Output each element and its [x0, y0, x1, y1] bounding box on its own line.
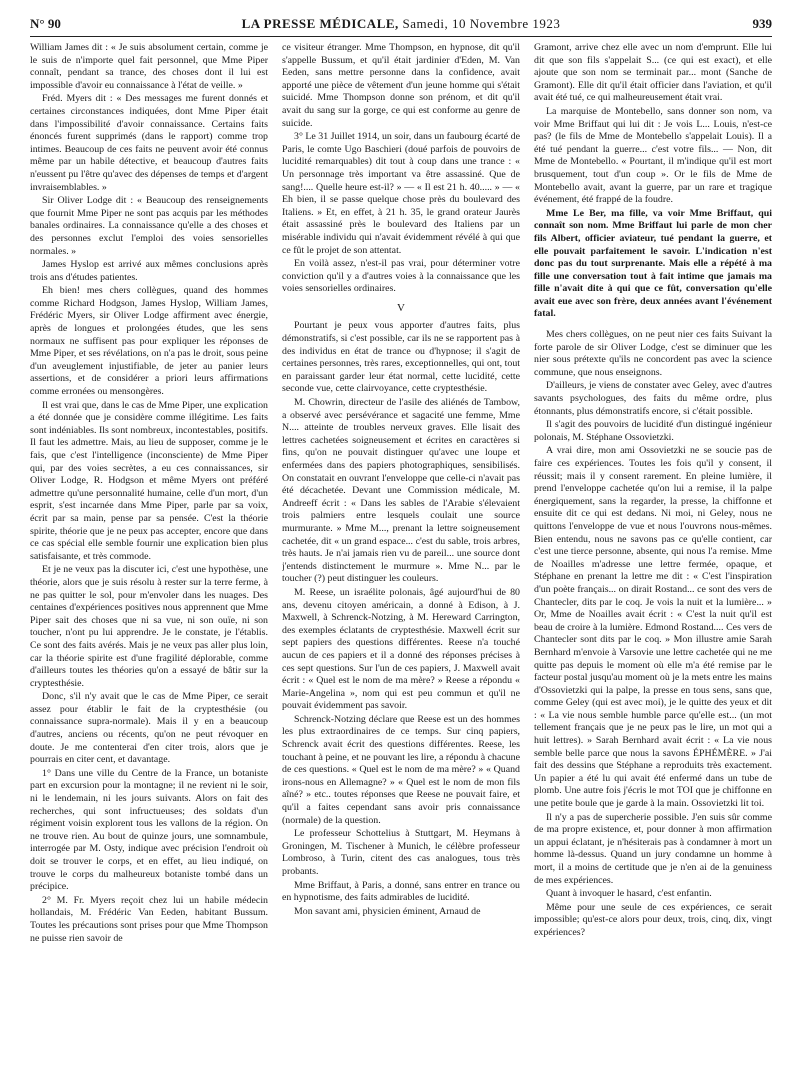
paragraph: Mon savant ami, physicien éminent, Arnaud de — [294, 905, 481, 917]
paragraph: D'ailleurs, je viens de constater avec Geley, avec d'autres savants psychologues, des faits du même ordre, plus étonnants, plus démonstratifs encore, si c'était possible. — [534, 380, 772, 417]
text-column-1 — [30, 42, 268, 1072]
paragraph: Le professeur Schottelius à Stuttgart, M. Heymans à Groningen, M. Tischener à Munich, le célèbre professeur Lombroso, à Turin, citent des cas analogues, tous très probants. — [282, 828, 520, 877]
paragraph: William James dit : « Je suis absolument certain, comme je le suis de n'importe quel fait personnel, que Mme Piper connaît, pendant sa trance, des choses dont il lui est impossible d'avoir eu connaissance à l'état de veille. » — [30, 42, 268, 91]
journal-title — [30, 16, 772, 32]
paragraph: Il est vrai que, dans le cas de Mme Piper, une explication a été donnée que je considère comme illégitime. Les faits sont indéniables. Ils sont nombreux, incontestables, positifs. Il faut les admettre. Mais, au lieu de supposer, comme je le fais, que c'est l'intelligence (inconsciente) de Mme Piper qui, par des voies secrètes, a eu ces connaissances, sir Oliver Lodge, R. Hodgson et même Myers ont préféré admettre qu'une personnalité humaine, celle d'un mort, d'un esprit, s'est incarnée dans Mme Piper, parle par sa voix, écrit par sa main, pense par sa pensée. C'est la théorie spirite, théorie que je ne peux pas accepter, encore que dans ce cas spécial elle semble fournir une explication bien plus satisfaisante, et très commode. — [30, 399, 268, 562]
paragraph: La marquise de Montebello, sans donner son nom, va voir Mme Briffaut qui lui dit : Je vois L... Louis, n'est-ce pas? (le fils de Mme de Montebello s'appelait Louis). Il a été tué pendant la guerre... c'est votre fils... — Non, dit Mme de Montebello. « Pourtant, il m'indique qu'il est mort brusquement, tout d'un coup ». Or le fils de Mme de Montebello avait, avant la guerre, par un rare et tragique événement, été frappé de la foudre. — [534, 105, 772, 206]
paragraph: Mme Briffaut, à Paris, a donné, sans entrer en trance ou en hypnotisme, des faits admirables de lucidité. — [282, 879, 520, 904]
paragraph: Gramont, arrive chez elle avec un nom d'emprunt. Elle lui dit que son fils s'appelait S... (ce qui est exact), et elle ajoute que son nom se terminait par... mont (Sanche de Gramont). Elle dit qu'il était officier dans l'aviation, et qu'il avait été tué, ce qui malheureusement était vrai. — [534, 42, 772, 104]
paragraph: Eh bien! mes chers collègues, quand des hommes comme Richard Hodgson, James Hyslop, William James, Frédéric Myers, sir Oliver Lodge affirment avec énergie, après de longues et prolongées études, que les sens normaux ne suffisent pas pour expliquer les réponses de Mme Piper, et ses révélations, on n'a pas le droit, sous peine d'un aveuglement injustifiable, de jeter au panier leurs assertions, et de considérer a priori leurs affirmations comme erronées ou mensongères. — [30, 285, 268, 398]
paragraph: ce visiteur étranger. Mme Thompson, en hypnose, dit qu'il s'appelle Bussum, et qu'il était jardinier d'Eden, M. Van Eeden, sans mettre personne dans la confidence, avait apporté une pièce de vêtement d'un jeune homme qui s'était suicidé. Mme Thompson donne son prénom, et dit qu'il avait du sang sur la gorge, ce qui est conforme au genre de suicide. — [282, 42, 520, 129]
text-column-3 — [534, 42, 772, 1072]
paragraph: Il s'agit des pouvoirs de lucidité d'un distingué ingénieur polonais, M. Stéphane Ossovietzki. — [534, 419, 772, 443]
issue-date: Samedi, 10 Novembre 1923 — [402, 16, 561, 31]
journal-name: LA PRESSE MÉDICALE, — [241, 16, 399, 31]
paragraph: Mes chers collègues, on ne peut nier ces faits Suivant la forte parole de sir Oliver Lodge, c'est se diminuer que les nier sous prétexte qu'ils ne concordent pas avec la science commune, que nous enseignons. — [534, 329, 772, 378]
paragraph: Donc, s'il n'y avait que le cas de Mme Piper, ce serait assez pour établir le fait de la cryptesthésie (ou connaissance supra-normale). Mais il y en a beaucoup d'autres, anciens ou récents, qu'on ne peut révoquer en doute. Je me contenterai d'en citer trois, alors que je pourrais en citer cent, et davantage. — [30, 691, 268, 766]
issue-number: N° 90 — [30, 16, 61, 31]
paragraph: Et je ne veux pas la discuter ici, c'est une hypothèse, une théorie, alors que je suis résolu à rester sur la terre ferme, à ne pas quitter le sol, pour m'envoler dans les nuages. Des centaines d'expériences positives nous apprennent que Mme Piper sait des choses que ni sa vue, ni son ouïe, ni son toucher, n'ont pu lui apprendre. Je le constate, je l'établis. Ce sont des faits avérés. Mais je ne veux pas aller plus loin, car la théorie spirite est d'une fragilité déplorable, comme d'ailleurs toutes les théories qu'on a essayé de bâtir sur la cryptesthésie. — [30, 564, 268, 689]
paragraph: Pourtant je peux vous apporter d'autres faits, plus démonstratifs, si c'est possible, car ils ne se rapportent pas à des individus en état de trance ou d'hypnose; il s'agit de certaines personnes, très rares, exceptionnelles, qui ont, tout en paraissant garder leur état normal, cette lucidité, cette seconde vue, cette clairvoyance, cette cryptesthésie. — [282, 320, 520, 395]
paragraph: M. Chowrin, directeur de l'asile des aliénés de Tambow, a observé avec persévérance et sagacité une femme, Mme N.... atteinte de troubles nerveux graves. Elle lisait des lettres cachetées soigneusement et écrites en caractères si fins, qu'on ne pouvait distinguer qu'avec une loupe et enfermées dans des papiers photographiques, sensibilisés. On constatait en ouvrant l'enveloppe que celle-ci n'avait pas été décachetée. Devant une Commission médicale, M. Andreeff écrit : « Dans les sables de l'Arabie s'élevaient trois palmiers entre lesquels coulait une source murmurante. » Mme M..., prenant la lettre soigneusement cachetée, dit « un grand espace... c'est du sable, trois arbres, très hauts. Je n'ai jamais rien vu de pareil... une source dont j'entends distinctement le murmure ». Mme N... par le toucher (?) peut distinguer les couleurs. — [282, 397, 520, 585]
paragraph: Quant à invoquer le hasard, c'est enfantin. — [546, 888, 712, 900]
paragraph: Même pour une seule de ces expériences, ce serait impossible; qu'est-ce alors pour deux, trois, cinq, dix, vingt expériences? — [534, 901, 772, 938]
paragraph: 2° M. Fr. Myers reçoit chez lui un habile médecin hollandais, M. Frédéric Van Eeden, habitant Bussum. Toutes les précautions sont prises pour que Mme Thompson ne puisse rien savoir de — [30, 894, 268, 944]
page-number: 939 — [752, 16, 772, 31]
paragraph: James Hyslop est arrivé aux mêmes conclusions après trois ans d'études patientes. — [30, 259, 268, 283]
paragraph: Schrenck-Notzing déclare que Reese est un des hommes les plus extraordinaires de ce temps. Sur cinq papiers, Schrenck avait écrit des questions différentes. Reese, les touchant à peine, et ne pouvant les lire, a répondu à chacune de ces questions. « Quel est le nom de ma mère? » « Quand irons-nous en Allemagne? » « Quel est le nom de mon fils aîné? » etc.. toutes réponses que Reese ne pouvait faire, et qu'il a faites cependant sans avoir pris connaissance (normale) de la question. — [282, 713, 520, 826]
paragraph: 3° Le 31 Juillet 1914, un soir, dans un faubourg écarté de Paris, le comte Ugo Baschieri (doué parfois de pouvoirs de lucidité remarquables) dit tout à coup dans une trance : « Un personnage très important va être assassiné. Que de sang!.... Quelle heure est-il? » — « Il est 21 h. 40..... » — « Eh bien, il se passe quelque chose près du boulevard des Italiens. » Et, en effet, à 21 h. 35, le grand orateur Jaurès était assassiné près le boulevard des Italiens par un misérable individu qui n'avait évidemment révélé à qui que ce fût le projet de son attentat. — [282, 131, 520, 256]
paragraph: M. Reese, un israélite polonais, âgé aujourd'hui de 80 ans, devenu citoyen américain, a donné à Edison, à J. Maxwell, à Schrenck-Notzing, à M. Hereward Carrington, des exemples éclatants de cryptesthésie. Maxwell écrit sur sept papiers des questions différentes. Reese n'a touché aucun de ces papiers et il a donné des réponses précises à ces sept questions. Sur l'un de ces papiers, J. Maxwell avait écrit : « Quel est le nom de ma mère? » Reese a répondu « Marie-Angelina », nom qui est peu commun et qu'il ne pouvait évidemment pas savoir. — [282, 586, 520, 712]
paragraph: Fréd. Myers dit : « Des messages me furent donnés et certaines circonstances indiquées, dont Mme Piper était dans l'impossibilité d'avoir connaissance. Certains faits énoncés furent supprimés (dans le rapport) comme trop intimes. Beaucoup de ces faits ne peuvent avoir été connus même par un habile détective, et beaucoup d'autres faits n'eussent pu l'être qu'avec des dépenses de temps et d'argent invraisemblables. » — [30, 93, 268, 193]
section-heading: V — [397, 301, 405, 314]
paragraph: Il n'y a pas de supercherie possible. J'en suis sûr comme de ma propre existence, et, pour donner à mon affirmation un appui éclatant, je n'hésiterais pas à condamner à mort un homme là-dessus. Quand un jury condamne un homme à mort, il a moins de certitude que je n'en ai de la genuiness de mes expériences. — [534, 811, 772, 886]
paragraph: En voilà assez, n'est-il pas vrai, pour déterminer votre conviction qu'il y a d'autres voies à la connaissance que les voies sensorielles ordinaires. — [282, 258, 520, 295]
paragraph: A vrai dire, mon ami Ossovietzki ne se soucie pas de faire ces expériences. Toutes les fois qu'il y consent, il réussit; mais il y consent rarement. En pleine lumière, il prend l'enveloppe cachetée qu'on lui a remise, il la palpe énergiquement, sans la regarder, la presse, la chiffonne et ensuite dit ce qui est dedans. Ni moi, ni Geley, nous ne quittons l'enveloppe de vue et nous l'ouvrons nous-mêmes. Bien entendu, nous ne savons pas ce qu'elle contient, car c'est une tierce personne, absente, qui nous l'a remise. Mme de Noailles m'adresse une lettre fermée, opaque, et Stéphane en prenant la lettre me dit : « C'est l'inspiration d'un poète français... on dirait Rostand... ce sont des vers de Chantecler, dits par le coq. Je vois la nuit et la lumière... » Or, Mme de Noailles avait écrit : « C'est la nuit qu'il est beau de croire à la lumière. Edmond Rostand.... Ces vers de Chantecler sont dits par le coq. » Mon illustre amie Sarah Bernhard m'envoie à Varsovie une lettre cachetée qui ne me quitte pas depuis le moment où elle m'a été remise par le facteur postal jusqu'au moment où je la mets entre les mains d'Ossovietzki qui la palpe, la presse en tous sens, sans que, comme Geley (qui est avec moi), je le quitte des yeux et dit : « La vie nous semble humble parce qu'elle est... (un mot tellement français que je ne peux pas le lire, un mot qui a huit lettres). » Sarah Bernhard avait écrit : « La vie nous semble belle parce que nous la savons ÉPHÉMÈRE. » J'ai fait des dessins que Stéphane a reproduits très exactement. Un papier a été lu qui avait été enfermé dans un tube de plomb. Une autre fois j'écris le mot TOI que je chiffonne en une petite boule que je garde à la main. Ossovietzki lit toi. — [534, 445, 772, 810]
paragraph: Sir Oliver Lodge dit : « Beaucoup des renseignements que fournit Mme Piper ne sont pas acquis par les méthodes banales ordinaires. La connaissance qu'elle a des choses et des personnes exclut l'emploi des voies sensorielles normales. » — [30, 195, 268, 257]
paragraph: 1° Dans une ville du Centre de la France, un botaniste part en excursion pour la montagne; il ne revient ni le soir, ni le lendemain, ni les jours suivants. Alors on fait des recherches, qui sont infructueuses; des soldats d'un régiment voisin explorent tous les vallons de la région. On ne trouve rien. Au bout de quinze jours, une somnambule, interrogée par M. Osty, indique avec précision l'endroit où doit se trouver le corps, et en effet, au lieu indiqué, on trouve le corps du malheureux botaniste tombé dans un précipice. — [30, 767, 268, 893]
page-header — [30, 14, 772, 37]
text-column-2 — [282, 42, 520, 1072]
paragraph: Mme Le Ber, ma fille, va voir Mme Briffaut, qui connaît son nom. Mme Briffaut lui parle de mon cher fils Albert, officier aviateur, tué pendant la guerre, et elle pouvait parfaitement le savoir. L'indication n'est donc pas du tout surprenante. Mais elle a répété à ma fille une conversation tout à fait intime que jamais ma fille n'avait dite à qui que ce fût, conversation qu'elle avait eue avec son frère, deux années avant l'événement fatal. — [534, 207, 772, 320]
